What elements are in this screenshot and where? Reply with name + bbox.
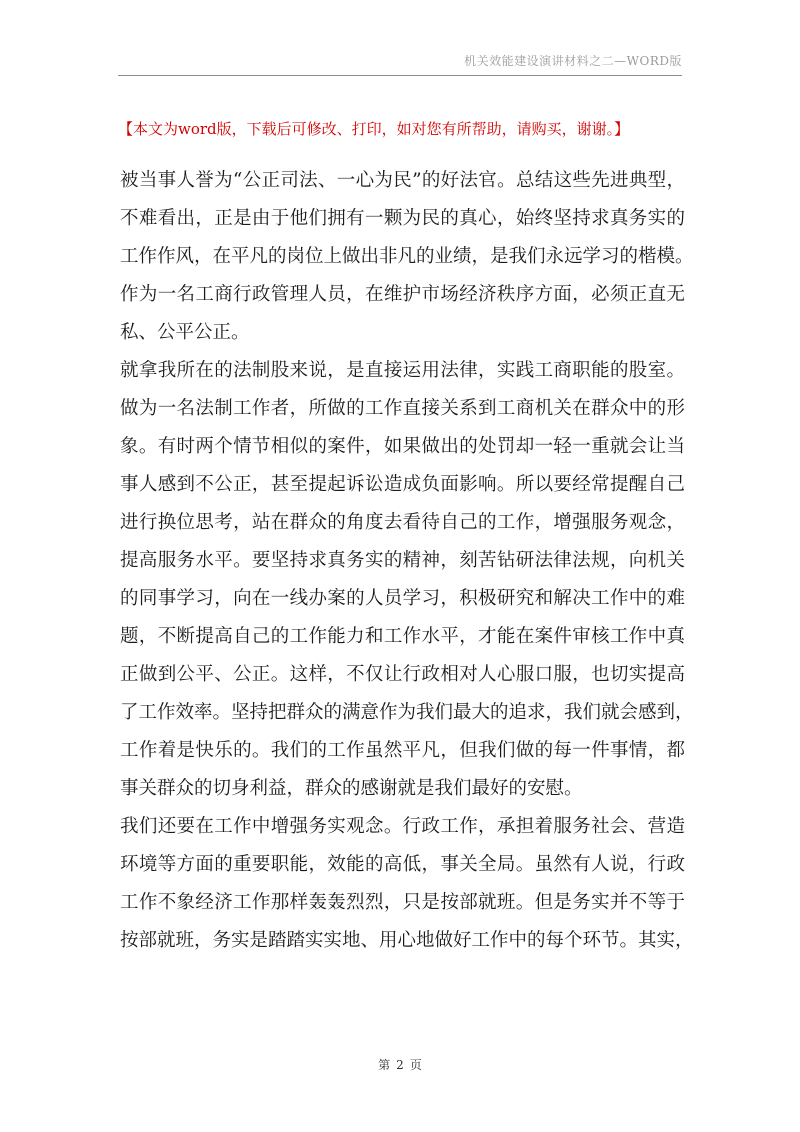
body-line: 事人感到不公正，甚至提起诉讼造成负面影响。所以要经常提醒自己 [120, 474, 685, 495]
footer-suffix: 页 [409, 1058, 422, 1072]
body-line: 的同事学习，向在一线办案的人员学习，积极研究和解决工作中的难 [120, 588, 685, 609]
body-line: 私、公平公正。 [120, 322, 250, 343]
body-line: 了工作效率。坚持把群众的满意作为我们最大的追求，我们就会感到， [120, 702, 694, 723]
body-line: 不难看出，正是由于他们拥有一颗为民的真心，始终坚持求真务实的 [120, 208, 685, 229]
purchase-notice: 【本文为word版，下载后可修改、打印，如对您有所帮助，请购买，谢谢。】 [118, 120, 630, 138]
body-line: 事关群众的切身利益，群众的感谢就是我们最好的安慰。 [120, 778, 583, 799]
body-line: 被当事人誉为“公正司法、一心为民”的好法官。总结这些先进典型， [120, 170, 685, 191]
page-footer [0, 1056, 800, 1073]
footer-prefix: 第 [378, 1058, 391, 1072]
body-line: 题，不断提高自己的工作能力和工作水平，才能在案件审核工作中真 [120, 626, 685, 647]
body-line: 我们还要在工作中增强务实观念。行政工作，承担着服务社会、营造 [120, 816, 685, 837]
body-line: 正做到公平、公正。这样，不仅让行政相对人心服口服，也切实提高 [120, 664, 685, 685]
body-line: 按部就班，务实是踏踏实实地、用心地做好工作中的每个环节。其实， [120, 930, 694, 951]
body-line: 就拿我所在的法制股来说，是直接运用法律，实践工商职能的股室。 [120, 360, 685, 381]
body-line: 提高服务水平。要坚持求真务实的精神，刻苦钻研法律法规，向机关 [120, 550, 685, 571]
body-line: 作为一名工商行政管理人员，在维护市场经济秩序方面，必须正直无 [120, 284, 685, 305]
body-line: 环境等方面的重要职能，效能的高低，事关全局。虽然有人说，行政 [120, 854, 685, 875]
body-line: 进行换位思考，站在群众的角度去看待自己的工作，增强服务观念， [120, 512, 685, 533]
page-number: 2 [396, 1058, 404, 1072]
document-header-title: 机关效能建设演讲材料之二—WORD版 [464, 54, 682, 68]
header-divider [118, 75, 682, 76]
body-line: 做为一名法制工作者，所做的工作直接关系到工商机关在群众中的形 [120, 398, 685, 419]
body-line: 工作不象经济工作那样轰轰烈烈，只是按部就班。但是务实并不等于 [120, 892, 685, 913]
body-line: 象。有时两个情节相似的案件，如果做出的处罚却一轻一重就会让当 [120, 436, 685, 457]
body-text [120, 162, 694, 960]
body-line: 工作着是快乐的。我们的工作虽然平凡，但我们做的每一件事情，都 [120, 740, 685, 761]
body-line: 工作作风，在平凡的岗位上做出非凡的业绩，是我们永远学习的楷模。 [120, 246, 694, 267]
